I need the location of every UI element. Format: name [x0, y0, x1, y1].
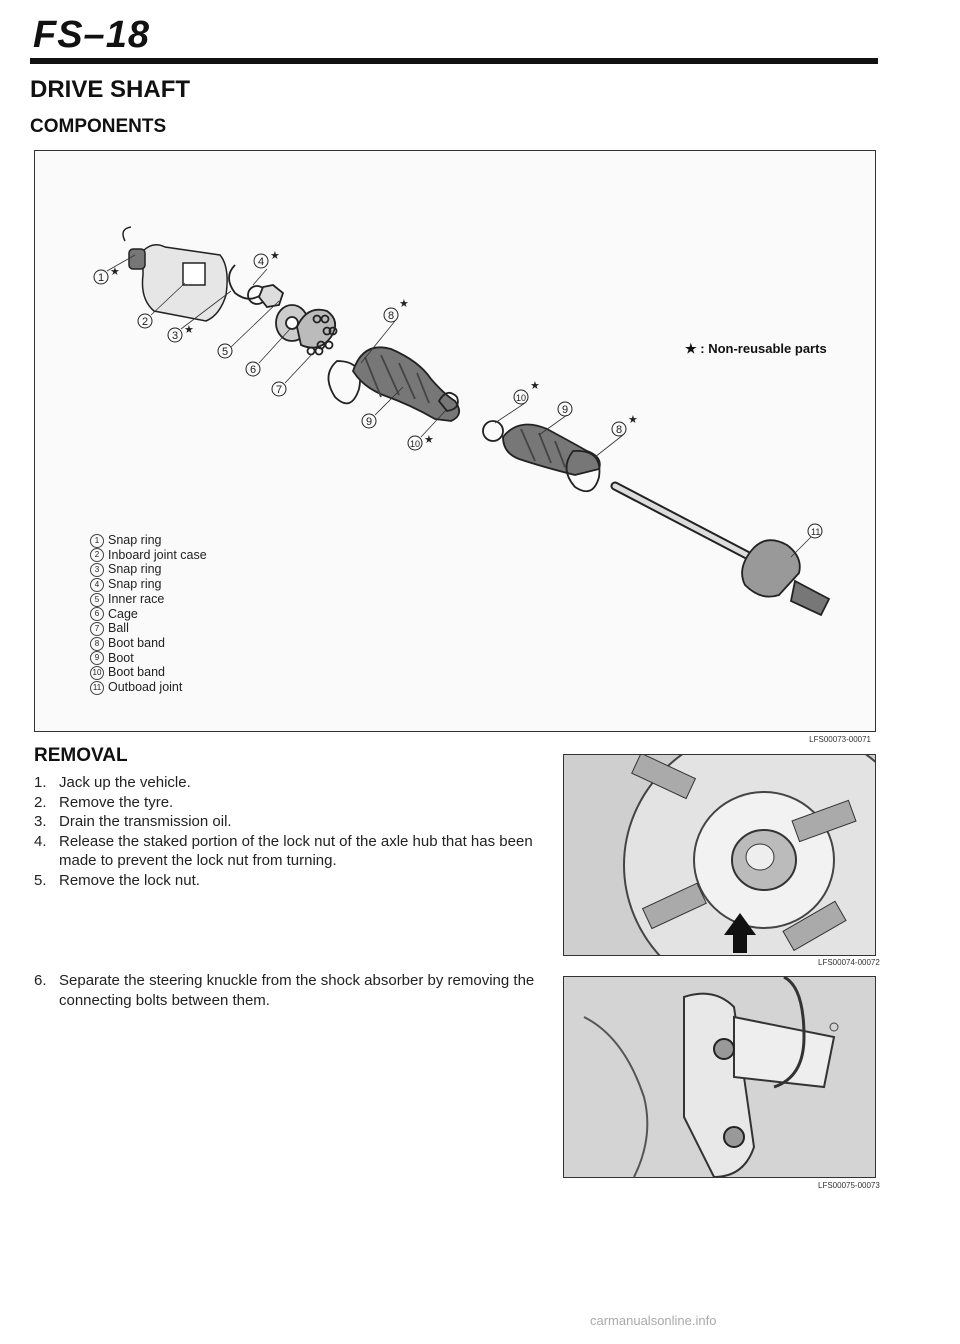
legend-item: [90, 621, 207, 636]
legend-item: [90, 607, 207, 622]
legend-number: 4: [90, 578, 104, 592]
svg-text:★: ★: [424, 434, 434, 446]
svg-text:10: 10: [410, 439, 421, 449]
legend-item: [90, 577, 207, 592]
header-rule: [30, 58, 878, 64]
legend-item: [90, 680, 207, 695]
step-text: Separate the steering knuckle from the shock absorber by removing the connecting bolts between them.: [59, 972, 535, 1009]
legend-number: 9: [90, 651, 104, 665]
step-number: 2.: [34, 793, 47, 811]
svg-text:6: 6: [250, 364, 257, 376]
removal-step: [34, 812, 544, 832]
step-text: Remove the tyre.: [59, 793, 174, 811]
step-number: 1.: [34, 774, 47, 791]
axle-hub-photo: [563, 754, 876, 956]
removal-steps: [34, 773, 544, 890]
legend-item: [90, 548, 207, 563]
legend-label: Snap ring: [108, 533, 162, 547]
removal-heading: REMOVAL: [34, 745, 128, 766]
svg-text:★: ★: [184, 324, 194, 336]
legend-item: [90, 636, 207, 651]
legend-number: 1: [90, 534, 104, 548]
legend-item: [90, 651, 207, 666]
svg-text:11: 11: [811, 527, 821, 537]
legend-item: [90, 665, 207, 680]
removal-step: [34, 773, 544, 793]
legend-number: 3: [90, 563, 104, 577]
step-text: Drain the transmission oil.: [59, 813, 232, 830]
knuckle-photo: [563, 976, 876, 1178]
legend-item: [90, 533, 207, 548]
svg-text:★: ★: [628, 414, 638, 426]
svg-text:★: ★: [270, 250, 280, 262]
legend-label: Boot: [108, 650, 134, 665]
legend-number: 10: [90, 666, 104, 680]
legend-number: 8: [90, 637, 104, 651]
figure-code: LFS00073-00071: [809, 735, 871, 744]
photo1-code: LFS00074-00072: [818, 958, 880, 967]
svg-text:1: 1: [98, 272, 105, 284]
legend-label: Outboad joint: [108, 680, 183, 695]
step-number: 5.: [34, 871, 47, 889]
svg-text:★: ★: [530, 380, 540, 392]
legend-label: Boot band: [108, 635, 165, 650]
legend-number: 2: [90, 548, 104, 562]
legend-label: Inboard joint case: [108, 547, 207, 562]
svg-text:3: 3: [172, 330, 179, 342]
step-number: 6.: [34, 972, 47, 989]
svg-text:9: 9: [562, 404, 569, 416]
components-heading: COMPONENTS: [30, 116, 167, 137]
step-number: 4.: [34, 832, 47, 850]
svg-text:5: 5: [222, 346, 229, 358]
section-title: DRIVE SHAFT: [30, 76, 191, 103]
removal-step: [34, 793, 544, 813]
page-code: FS–18: [33, 14, 150, 56]
legend-item: [90, 562, 207, 577]
non-reusable-note: ★ : Non-reusable parts: [685, 341, 827, 356]
legend-number: 11: [90, 681, 104, 695]
removal-step: [34, 871, 544, 891]
svg-text:10: 10: [516, 393, 527, 403]
svg-text:8: 8: [388, 310, 395, 322]
watermark: carmanualsonline.info: [590, 1313, 717, 1328]
legend-label: Snap ring: [108, 562, 162, 577]
legend-label: Boot band: [108, 665, 165, 680]
legend-item: [90, 592, 207, 607]
legend-label: Inner race: [108, 591, 165, 606]
photo2-code: LFS00075-00073: [818, 1181, 880, 1190]
legend-number: 7: [90, 622, 104, 636]
svg-text:8: 8: [616, 424, 623, 436]
legend-label: Ball: [108, 621, 129, 636]
removal-step-6: [34, 971, 554, 1010]
step-number: 3.: [34, 813, 47, 830]
svg-text:★: ★: [110, 266, 120, 278]
svg-text:7: 7: [276, 384, 283, 396]
svg-text:4: 4: [258, 256, 265, 268]
svg-text:2: 2: [142, 316, 149, 328]
parts-legend: [90, 533, 207, 695]
step-text: Release the staked portion of the lock nut of the axle hub that has been made to prevent the lock nut from turning.: [59, 832, 533, 869]
step-text: Jack up the vehicle.: [59, 774, 191, 791]
removal-step: [34, 832, 544, 871]
legend-number: 5: [90, 593, 104, 607]
svg-text:★: ★: [399, 298, 409, 310]
legend-label: Cage: [108, 606, 138, 621]
legend-number: 6: [90, 607, 104, 621]
svg-text:9: 9: [366, 416, 373, 428]
legend-label: Snap ring: [108, 577, 162, 592]
step-text: Remove the lock nut.: [59, 871, 200, 889]
